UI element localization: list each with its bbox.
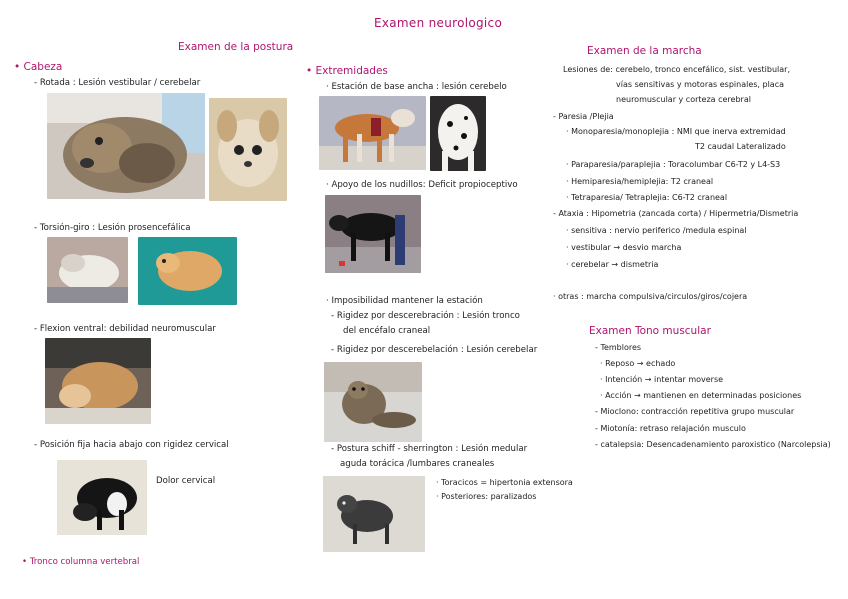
kitten-schiff-photo [323,476,425,552]
cat-flexion-photo [45,338,151,424]
miotonia-label: Miotonía: retraso relajación musculo [600,424,746,433]
rigidez2-text: - Rigidez por descerebelación : Lesión cerebelar [331,345,538,355]
lesiones-line-a: Lesiones de: cerebelo, tronco encefálico, sist. vestibular, [563,65,790,74]
vestibular-text: · vestibular → desvio marcha [566,243,682,252]
posture-title: Examen de la postura [178,41,294,53]
temblores-heading: - Temblores [595,343,642,352]
temblores-label: Temblores [600,343,642,352]
cerebelar-label: cerebelar → dismetria [571,260,659,269]
dolor-text: Dolor cervical [156,476,216,486]
sensitiva-label: sensitiva : nervio periferico /medula espinal [571,226,747,235]
schiff-label: Postura schiff - sherrington : Lesión medular [336,444,528,454]
schiff-text: - Postura schiff - sherrington : Lesión medular [331,444,528,454]
apoyo-text: · Apoyo de los nudillos: Deficit propioceptivo [326,180,518,190]
miotonia-text: - Miotonía: retraso relajación musculo [595,424,746,433]
dog-wide-base-photo [319,96,426,170]
imposibilidad-text: · Imposibilidad mantener la estación [326,296,483,306]
toracicos-label: Toracicos = hipertonia extensora [441,478,573,487]
toracicos-text: · Toracicos = hipertonia extensora [436,478,573,487]
rigidez1-text: - Rigidez por descerebración : Lesión tronco [331,311,520,321]
marcha-title: Examen de la marcha [587,45,702,57]
para-text: · Paraparesia/paraplejia : Toracolumbar C6-T2 y L4-S3 [566,160,781,169]
cabeza-label: Cabeza [23,61,63,73]
rigidez1-cont: del encéfalo craneal [343,326,431,336]
rigidez2-label: Rigidez por descerebelación : Lesión cerebelar [336,345,538,355]
paresia-label: Paresia /Plejia [558,112,614,121]
reposo-text: · Reposo → echado [600,359,676,368]
mono-text: · Monoparesia/monoplejia : NMI que inerva extremidad [566,127,786,136]
flexion-label: Flexion ventral: debilidad neuromuscular [39,324,216,334]
extremidades-label: Extremidades [315,65,388,77]
paresia-heading: - Paresia /Plejia [553,112,614,121]
cat-torsion-photo-1 [47,237,128,303]
dog-knuckling-photo [325,195,421,273]
mioclono-label: Mioclono: contracción repetitiva grupo muscular [600,407,795,416]
cat-decerebellate-photo [324,362,422,442]
mono-label: Monoparesia/monoplejia : NMI que inerva extremidad [571,127,786,136]
estacion-text: · Estación de base ancha : lesión cerebelo [326,82,507,92]
lesiones-line-c: neuromuscular y corteza cerebral [616,95,751,104]
cabeza-heading: • Cabeza [14,61,63,73]
imposibilidad-label: Imposibilidad mantener la estación [331,296,483,306]
main-title: Examen neurologico [374,16,503,30]
accion-text: · Acción → mantienen en determinadas posiciones [600,391,802,400]
mono-cont: T2 caudal Lateralizado [695,142,786,151]
schiff-cont: aguda torácica /lumbares craneales [340,459,495,469]
vestibular-label: vestibular → desvio marcha [571,243,682,252]
lesiones-line-b: vías sensitivas y motoras espinales, placa [616,80,784,89]
cerebelar-text: · cerebelar → dismetria [566,260,659,269]
posteriores-label: Posteriores: paralizados [441,492,537,501]
catalepsia-label: catalepsia: Desencadenamiento paroxistico (Narcolepsia) [600,440,831,449]
ataxia-text: - Ataxia : Hipometria (zancada corta) / Hipermetria/Dismetria [553,209,799,218]
otras-label: otras : marcha compulsiva/circulos/giros/cojera [558,292,748,301]
catalepsia-text: - catalepsia: Desencadenamiento paroxistico (Narcolepsia) [595,440,831,449]
flexion-text: - Flexion ventral: debilidad neuromuscular [34,324,216,334]
posicion-label: Posición fija hacia abajo con rigidez cervical [39,440,229,450]
accion-label: Acción → mantienen en determinadas posiciones [605,391,802,400]
tetra-text: · Tetraparesia/ Tetraplejia: C6-T2 craneal [566,193,728,202]
dalmatian-photo [430,96,486,171]
rotada-label: Rotada : Lesión vestibular / cerebelar [39,78,201,88]
intencion-label: Intención → intentar moverse [605,375,724,384]
dog-neck-rigid-photo [57,460,147,535]
chihuahua-photo [209,98,287,201]
otras-text: · otras : marcha compulsiva/circulos/giros/cojera [553,292,748,301]
sensitiva-text: · sensitiva : nervio periferico /medula espinal [566,226,747,235]
tono-title: Examen Tono muscular [589,325,711,337]
rotada-text: - Rotada : Lesión vestibular / cerebelar [34,78,201,88]
para-label: Paraparesia/paraplejia : Toracolumbar C6-T2 y L4-S3 [571,160,781,169]
dog-head-tilt-photo [47,93,205,199]
hemi-label: Hemiparesia/hemiplejia: T2 craneal [571,177,714,186]
hemi-text: · Hemiparesia/hemiplejia: T2 craneal [566,177,714,186]
torsion-text: - Torsión-giro : Lesión prosencefálica [34,223,191,233]
tetra-label: Tetraparesia/ Tetraplejia: C6-T2 craneal [571,193,728,202]
reposo-label: Reposo → echado [605,359,676,368]
mioclono-text: - Mioclono: contracción repetitiva grupo muscular [595,407,795,416]
tronco-label: Tronco columna vertebral [29,557,140,567]
extremidades-heading: • Extremidades [306,65,388,77]
intencion-text: · Intención → intentar moverse [600,375,724,384]
torsion-label: Torsión-giro : Lesión prosencefálica [39,223,191,233]
apoyo-label: Apoyo de los nudillos: Deficit propioceptivo [331,180,518,190]
ataxia-label: Ataxia : Hipometria (zancada corta) / Hipermetria/Dismetria [558,209,799,218]
posicion-text: - Posición fija hacia abajo con rigidez cervical [34,440,229,450]
tronco-heading: • Tronco columna vertebral [22,557,140,567]
rigidez1-label: Rigidez por descerebración : Lesión tronco [336,311,520,321]
posteriores-text: · Posteriores: paralizados [436,492,537,501]
estacion-label: Estación de base ancha : lesión cerebelo [331,82,507,92]
cat-torsion-photo-2 [138,237,237,305]
